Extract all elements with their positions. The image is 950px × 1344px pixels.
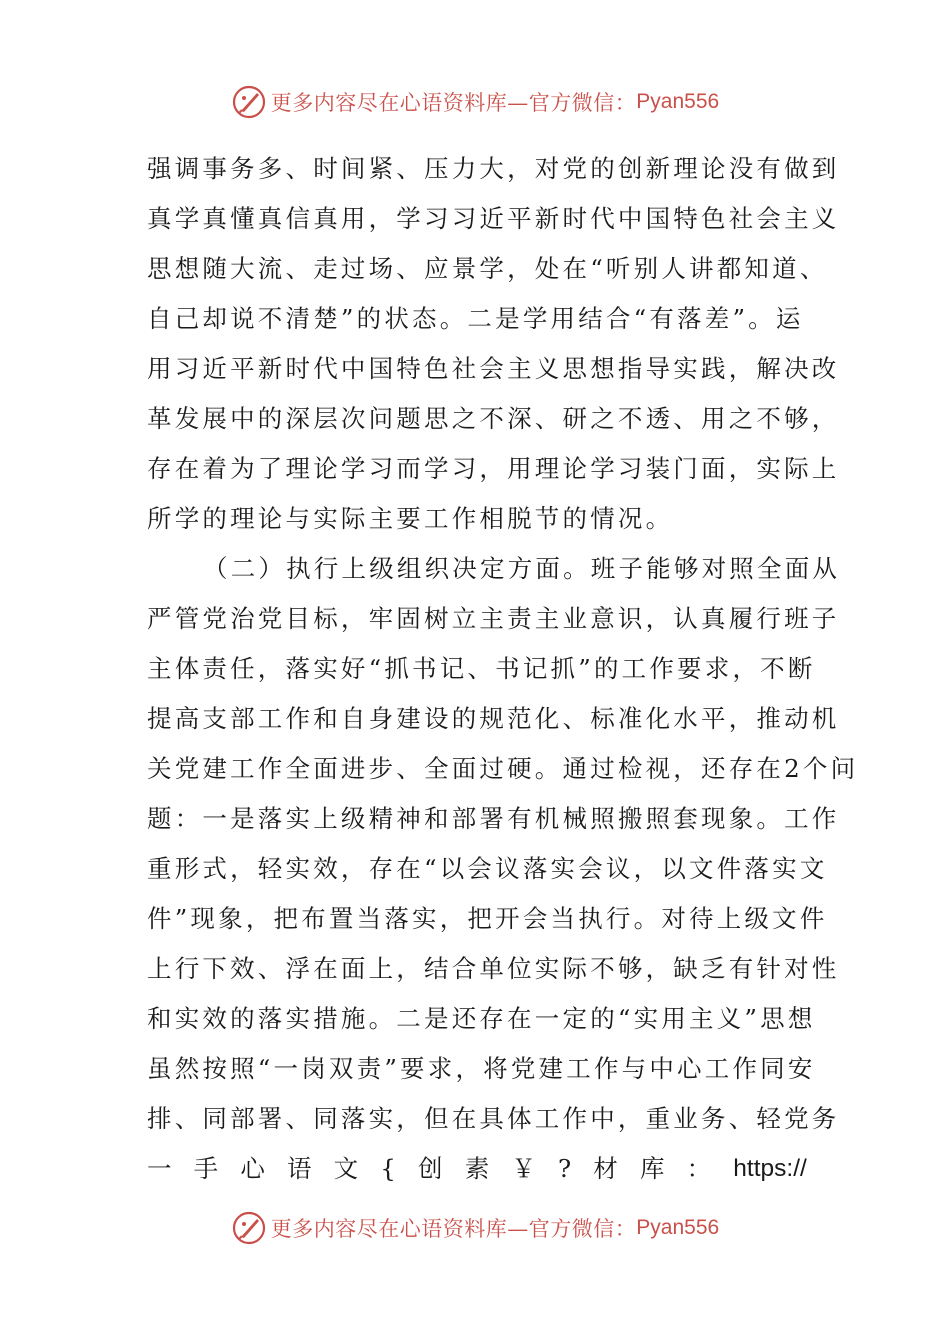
text-line: 强调事务多、时间紧、压力大，对党的创新理论没有做到: [147, 154, 840, 183]
text-line: 提高支部工作和自身建设的规范化、标准化水平，推动机: [147, 704, 840, 733]
url-fragment: https://: [733, 1155, 807, 1182]
text-line: 所学的理论与实际主要工作相脱节的情况。: [147, 504, 674, 533]
char: ?: [558, 1154, 572, 1183]
text-line: 题：一是落实上级精神和部署有机械照搬照套现象。工作: [147, 804, 840, 833]
char: 材: [593, 1154, 618, 1183]
text-line: 虽然按照“一岗双责”要求，将党建工作与中心工作同安: [147, 1054, 816, 1083]
text-line: （二）执行上级组织决定方面。班子能够对照全面从: [203, 554, 841, 583]
quill-logo-icon: [231, 84, 267, 120]
char: 创: [418, 1154, 443, 1183]
char: 手: [193, 1154, 219, 1183]
char: 心: [240, 1154, 265, 1183]
text-line: 和实效的落实措施。二是还存在一定的“实用主义”思想: [147, 1004, 816, 1033]
char: 语: [286, 1154, 312, 1183]
char: 库: [639, 1154, 665, 1183]
document-body: [147, 144, 859, 1194]
char: ￥: [511, 1154, 536, 1183]
banner-text: 更多内容尽在心语资料库—官方微信：: [270, 91, 637, 115]
banner-text: 更多内容尽在心语资料库—官方微信：: [270, 1217, 637, 1241]
text-line: 上行下效、浮在面上，结合单位实际不够，缺乏有针对性: [147, 954, 840, 983]
banner-wechat-id: Pyan556: [636, 90, 720, 113]
char: 一: [147, 1154, 172, 1183]
footer-watermark-banner: [0, 1206, 950, 1250]
text-line: 严管党治党目标，牢固树立主责主业意识，认真履行班子: [147, 604, 840, 633]
text-line: 存在着为了理论学习而学习，用理论学习装门面，实际上: [147, 454, 840, 483]
char: 素: [464, 1154, 490, 1183]
banner-wechat-id: Pyan556: [636, 1216, 720, 1239]
text-line: 重形式，轻实效，存在“以会议落实会议，以文件落实文: [147, 854, 828, 883]
char: 文: [333, 1154, 359, 1183]
text-line: 真学真懂真信真用，学习习近平新时代中国特色社会主义: [147, 204, 840, 233]
last-text-line: [147, 1144, 807, 1194]
header-watermark-banner: [0, 80, 950, 124]
text-line: 自己却说不清楚”的状态。二是学用结合“有落差”。运: [147, 304, 804, 333]
text-line: 关党建工作全面进步、全面过硬。通过检视，还存在2个问: [147, 754, 859, 783]
text-line: 排、同部署、同落实，但在具体工作中，重业务、轻党务: [147, 1104, 840, 1133]
char: {: [380, 1154, 396, 1183]
text-line: 思想随大流、走过场、应景学，处在“听别人讲都知道、: [147, 254, 828, 283]
text-line: 革发展中的深层次问题思之不深、研之不透、用之不够，: [147, 404, 840, 433]
text-line: 件”现象，把布置当落实，把开会当执行。对待上级文件: [147, 904, 828, 933]
text-line: 主体责任，落实好“抓书记、书记抓”的工作要求，不断: [147, 654, 816, 683]
char: ：: [686, 1154, 712, 1183]
quill-logo-icon: [231, 1210, 267, 1246]
text-line: 用习近平新时代中国特色社会主义思想指导实践，解决改: [147, 354, 840, 383]
